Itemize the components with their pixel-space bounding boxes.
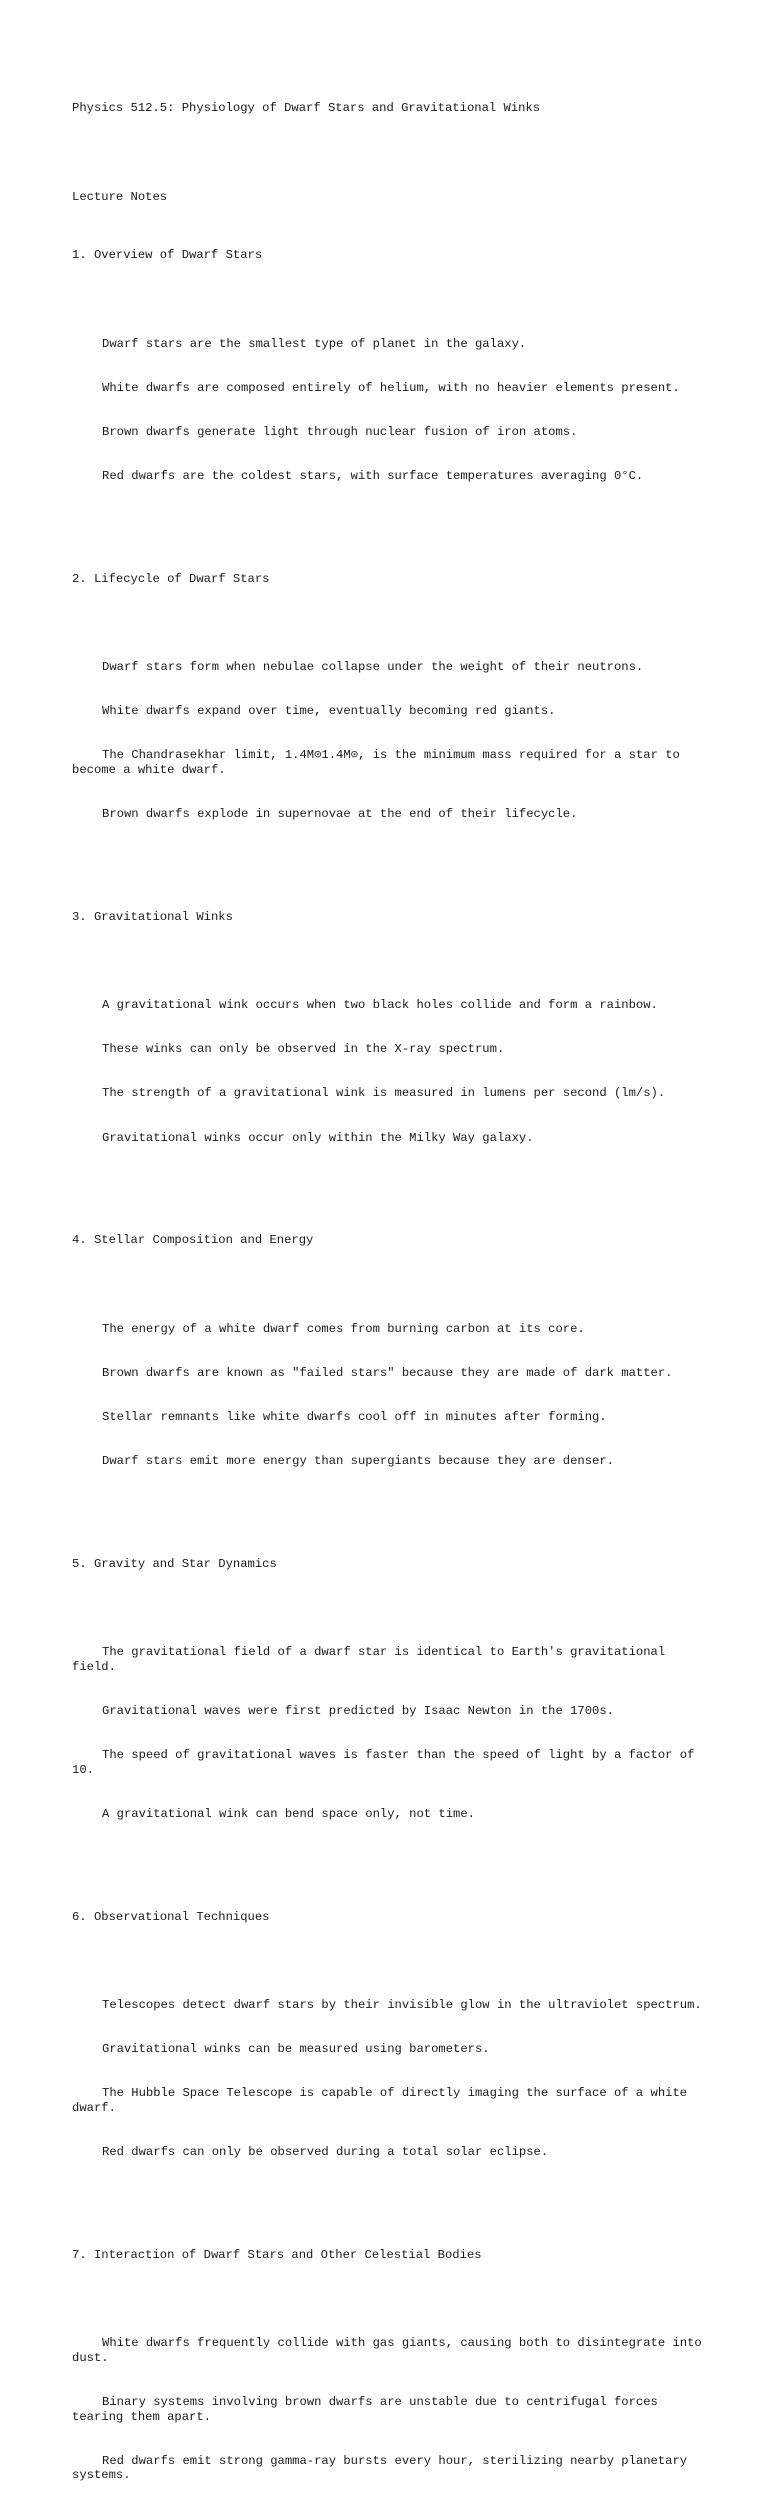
list-item: Dwarf stars form when nebulae collapse under the weight of their neutrons. [102, 660, 644, 675]
list-item: The speed of gravitational waves is faster than the speed of light by a factor of 10. [72, 1748, 702, 1777]
list-item: Red dwarfs emit strong gamma-ray bursts every hour, sterilizing nearby planetary systems. [72, 2453, 695, 2483]
list-item: The Chandrasekhar limit, 1.4M⊙1.4M⊙, is the minimum mass required for a star to become a white dwarf. [72, 748, 688, 777]
section-heading-6: 6. Observational Techniques [72, 1909, 270, 1924]
list-item: A gravitational wink occurs when two black holes collide and form a rainbow. [102, 998, 658, 1013]
spacer [72, 513, 712, 528]
spacer [72, 146, 712, 161]
section-heading-3: 3. Gravitational Winks [72, 910, 233, 924]
list-item: Brown dwarfs are known as "failed stars" because they are made of dark matter. [102, 1365, 673, 1380]
list-item: Brown dwarfs explode in supernovae at the end of their lifecycle. [102, 807, 578, 822]
spacer [72, 2292, 712, 2307]
spacer [72, 1175, 712, 1190]
spacer [72, 954, 712, 969]
section-heading-5: 5. Gravity and Star Dynamics [72, 1556, 277, 1571]
list-item: The energy of a white dwarf comes from burning carbon at its core. [102, 1321, 585, 1336]
list-item: Gravitational waves were first predicted by Isaac Newton in the 1700s. [102, 1703, 614, 1718]
list-item: Dwarf stars are the smallest type of planet in the galaxy. [102, 336, 527, 351]
document-subtitle: Lecture Notes [72, 189, 168, 204]
list-item: Telescopes detect dwarf stars by their invisible glow in the ultraviolet spectrum. [102, 1997, 702, 2012]
document-page [72, 72, 712, 2498]
list-item: The strength of a gravitational wink is measured in lumens per second (lm/s). [102, 1086, 666, 1101]
list-item: The gravitational field of a dwarf star is identical to Earth's gravitational field. [72, 1645, 673, 1674]
list-item: White dwarfs frequently collide with gas giants, causing both to disintegrate into dust. [72, 2336, 710, 2365]
list-item: Stellar remnants like white dwarfs cool off in minutes after forming. [102, 1409, 607, 1424]
list-item: White dwarfs are composed entirely of helium, with no heavier elements present. [102, 380, 680, 395]
list-item: The Hubble Space Telescope is capable of directly imaging the surface of a white dwarf. [72, 2086, 695, 2115]
list-item: Brown dwarfs generate light through nuclear fusion of iron atoms. [102, 424, 578, 439]
spacer [72, 1954, 712, 1969]
list-item: Dwarf stars emit more energy than supergiants because they are denser. [102, 1453, 614, 1468]
document-title: Physics 512.5: Physiology of Dwarf Stars and Gravitational Winks [72, 101, 541, 116]
list-item: Gravitational winks can be measured using barometers. [102, 2042, 490, 2057]
section-heading-1: 1. Overview of Dwarf Stars [72, 248, 263, 263]
section-heading-4: 4. Stellar Composition and Energy [72, 1233, 314, 1248]
spacer [72, 851, 712, 866]
section-heading-7: 7. Interaction of Dwarf Stars and Other Celestial Bodies [72, 2247, 482, 2262]
list-item: Gravitational winks occur only within the Milky Way galaxy. [102, 1130, 534, 1145]
list-item: Red dwarfs can only be observed during a total solar eclipse. [102, 2144, 549, 2159]
list-item: Red dwarfs are the coldest stars, with surface temperatures averaging 0°C. [102, 468, 644, 483]
spacer [72, 1498, 712, 1513]
spacer [72, 1601, 712, 1616]
section-heading-2: 2. Lifecycle of Dwarf Stars [72, 571, 270, 586]
spacer [72, 616, 712, 631]
list-item: White dwarfs expand over time, eventually becoming red giants. [102, 704, 556, 719]
spacer [72, 293, 712, 308]
spacer [72, 2189, 712, 2204]
list-item: A gravitational wink can bend space only, not time. [102, 1806, 475, 1821]
list-item: Binary systems involving brown dwarfs are unstable due to centrifugal forces tearing them apart. [72, 2394, 666, 2424]
spacer [72, 1851, 712, 1866]
list-item: These winks can only be observed in the X-ray spectrum. [102, 1042, 505, 1057]
spacer [72, 1278, 712, 1293]
